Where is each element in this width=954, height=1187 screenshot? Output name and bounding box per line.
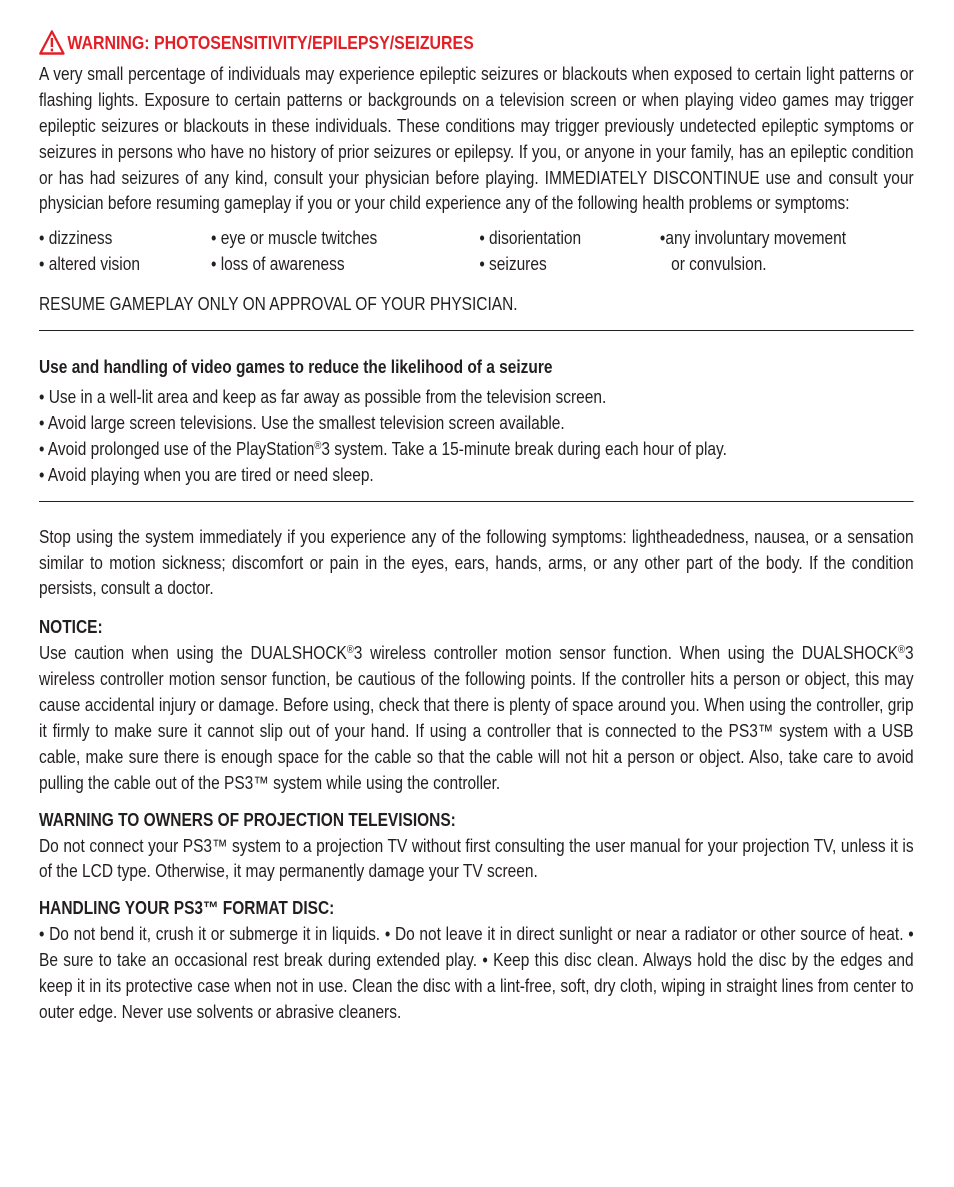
notice-body bbox=[39, 641, 914, 796]
symptom-bullet: • bbox=[659, 228, 666, 249]
section-divider bbox=[39, 330, 914, 331]
projection-tv-body: Do not connect your PS3™ system to a projection TV without first consulting the user manual for your projection TV, unless it is of the LCD type. Otherwise, it may permanently damage your TV screen. bbox=[39, 835, 914, 882]
seizure-handling-list bbox=[39, 385, 914, 489]
warning-title: WARNING: PHOTOSENSITIVITY/EPILEPSY/SEIZURES bbox=[67, 32, 474, 53]
symptom-item-continuation: or convulsion. bbox=[671, 254, 767, 275]
projection-tv-heading: WARNING TO OWNERS OF PROJECTION TELEVISIONS: bbox=[39, 809, 456, 830]
symptom-item: • disorientation bbox=[479, 228, 582, 249]
symptom-item: • loss of awareness bbox=[211, 254, 345, 275]
symptom-item bbox=[660, 226, 914, 252]
section-divider bbox=[39, 501, 914, 502]
list-item-text: • Avoid prolonged use of the PlayStation bbox=[39, 438, 315, 459]
stop-using-paragraph: Stop using the system immediately if you experience any of the following symptoms: lightheadedness, nausea, or a sensation similar to motion sickness; discomfort or pain in the eyes, ears, hands, arms, or any other part of the body. If the condition persists, consult a doctor. bbox=[39, 526, 914, 599]
seizure-handling-heading: Use and handling of video games to reduce the likelihood of a seizure bbox=[39, 357, 553, 378]
disc-handling-body: • Do not bend it, crush it or submerge it in liquids. • Do not leave it in direct sunlight or near a radiator or other source of heat. • Be sure to take an occasional rest break during extended play. • Keep this disc clean. Always hold the disc by the edges and keep it in its protective case when not in use. Clean the disc with a lint-free, soft, dry cloth, wiping in straight lines from center to outer edge. Never use solvents or abrasive cleaners. bbox=[39, 924, 914, 1022]
symptom-text: any involuntary movement bbox=[665, 228, 847, 249]
list-item-text: 3 system. Take a 15-minute break during each hour of play. bbox=[321, 438, 727, 459]
registered-mark: ® bbox=[314, 439, 322, 452]
registered-mark: ® bbox=[346, 644, 354, 657]
symptom-item: • eye or muscle twitches bbox=[211, 228, 378, 249]
list-item bbox=[39, 437, 914, 463]
symptom-item: • dizziness bbox=[39, 228, 113, 249]
list-item: • Use in a well-lit area and keep as far away as possible from the television screen. bbox=[39, 386, 607, 407]
disc-handling-heading: HANDLING YOUR PS3™ FORMAT DISC: bbox=[39, 898, 335, 919]
notice-text: 3 wireless controller motion sensor function. When using the DUALSHOCK bbox=[353, 643, 899, 664]
symptom-item: • seizures bbox=[479, 254, 547, 275]
list-item: • Avoid large screen televisions. Use the smallest television screen available. bbox=[39, 412, 565, 433]
list-item: • Avoid playing when you are tired or need sleep. bbox=[39, 464, 374, 485]
warning-triangle-icon bbox=[39, 30, 65, 55]
notice-text: 3 wireless controller motion sensor function, be cautious of the following points. If the controller hits a person or object, this may cause accidental injury or damage. Before using, check that there is plenty of space around you. When using the controller, grip it firmly to make sure it cannot slip out of your hand. If using a controller that is connected to the PS3™ system with a USB cable, make sure there is enough space for the cable so that the cable will not hit a person or object. Also, take care to avoid pulling the cable out of the PS3™ system while using the controller. bbox=[39, 643, 914, 793]
warning-body: A very small percentage of individuals may experience epileptic seizures or blackouts when exposed to certain light patterns or flashing lights. Exposure to certain patterns or backgrounds on a television screen or when playing video games may trigger epileptic seizures or blackouts in these individuals. These conditions may trigger previously undetected epileptic symptoms or seizures in persons who have no history of prior seizures or epilepsy. If you, or anyone in your family, has an epileptic condition or has had seizures of any kind, consult your physician before playing. IMMEDIATELY DISCONTINUE use and consult your physician before resuming gameplay if you or your child experience any of the following health problems or symptoms: bbox=[39, 63, 914, 214]
photosensitivity-warning-heading bbox=[39, 30, 914, 56]
symptom-item: • altered vision bbox=[39, 254, 140, 275]
registered-mark: ® bbox=[898, 644, 906, 657]
symptom-list bbox=[39, 226, 914, 278]
notice-text: Use caution when using the DUALSHOCK bbox=[39, 643, 347, 664]
notice-heading: NOTICE: bbox=[39, 617, 103, 638]
resume-gameplay-notice: RESUME GAMEPLAY ONLY ON APPROVAL OF YOUR PHYSICIAN. bbox=[39, 294, 518, 315]
document-page bbox=[39, 30, 914, 1026]
